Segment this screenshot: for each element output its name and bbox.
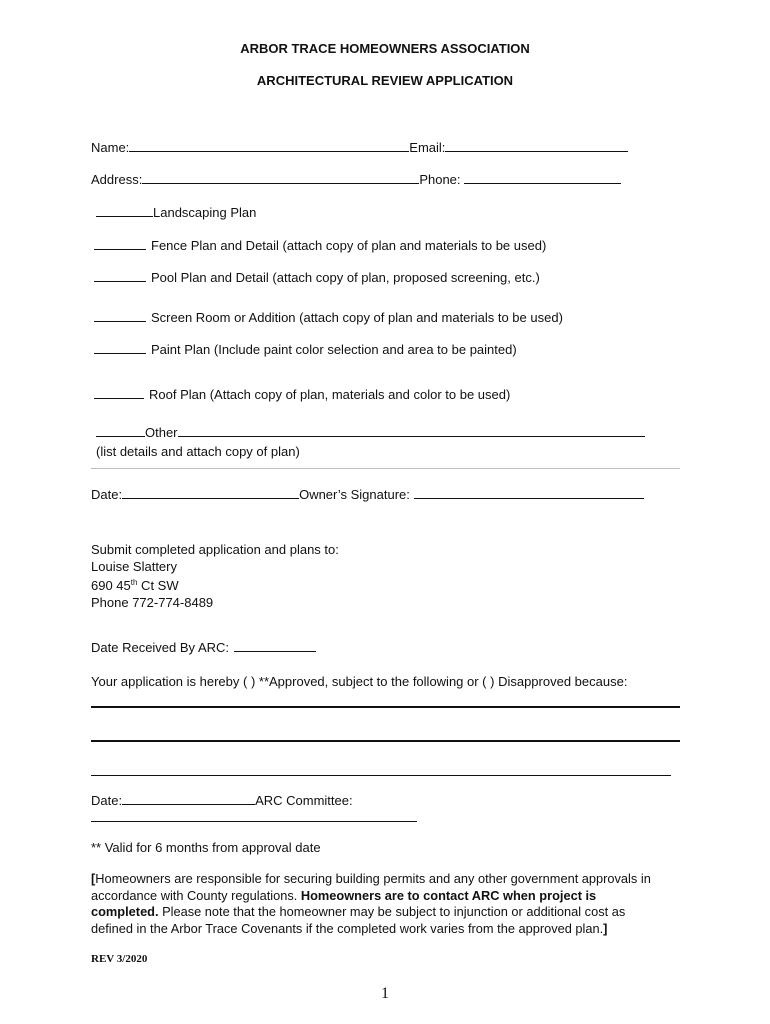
phone-field[interactable] <box>464 172 621 184</box>
date-received-row <box>91 640 316 655</box>
plan-label: Paint Plan (Include paint color selection and area to be painted) <box>151 342 517 357</box>
form-subtitle: ARCHITECTURAL REVIEW APPLICATION <box>256 73 514 88</box>
plan-label: Roof Plan (Attach copy of plan, materials and color to be used) <box>149 387 511 402</box>
owner-signature-field[interactable] <box>414 487 644 499</box>
address-phone-row <box>91 172 621 187</box>
date-received-field[interactable] <box>234 640 316 652</box>
other-checkbox-line[interactable] <box>96 425 145 437</box>
plan-label: Landscaping Plan <box>153 205 257 220</box>
plan-item <box>94 270 540 285</box>
page-number: 1 <box>381 985 389 1002</box>
arc-date-field[interactable] <box>122 793 255 805</box>
plan-item <box>96 205 256 220</box>
name-field[interactable] <box>129 140 409 152</box>
address-label: Address: <box>91 172 143 187</box>
other-details-field[interactable] <box>178 425 645 437</box>
plan-checkbox-line[interactable] <box>94 387 144 399</box>
phone-label: Phone: <box>419 172 461 187</box>
form-title: ARBOR TRACE HOMEOWNERS ASSOCIATION <box>240 41 530 56</box>
reason-line[interactable] <box>91 706 680 708</box>
plan-checkbox-line[interactable] <box>94 342 146 354</box>
plan-checkbox-line[interactable] <box>96 205 153 217</box>
signature-row <box>91 487 644 502</box>
name-email-row <box>91 140 628 155</box>
other-note: (list details and attach copy of plan) <box>96 444 300 459</box>
arc-date-label: Date: <box>91 793 123 808</box>
plan-checkbox-line[interactable] <box>94 310 146 322</box>
owner-signature-label: Owner’s Signature: <box>299 487 410 502</box>
homeowner-notice: [Homeowners are responsible for securing building permits and any other government approvals in accordance with County regulations. Homeowners are to contact ARC when project is completed. Please note that the homeowner may be subject to injunction or additional cost as defined in the Arbor Trace Covenants if the completed work varies from the approved plan.] <box>91 871 651 936</box>
date-field[interactable] <box>122 487 299 499</box>
contact-address: 690 45th Ct SW <box>91 578 179 593</box>
plan-checkbox-line[interactable] <box>94 238 146 250</box>
date-received-label: Date Received By ARC: <box>91 640 230 655</box>
other-label: Other <box>145 425 178 440</box>
submit-intro: Submit completed application and plans to: <box>91 542 339 557</box>
plan-label: Pool Plan and Detail (attach copy of plan, proposed screening, etc.) <box>151 270 540 285</box>
decision-text: Your application is hereby ( ) **Approved, subject to the following or ( ) Disapproved because: <box>91 674 628 689</box>
name-label: Name: <box>91 140 130 155</box>
plan-item <box>94 387 510 402</box>
contact-name: Louise Slattery <box>91 558 177 574</box>
other-item <box>96 425 645 440</box>
email-label: Email: <box>409 140 446 155</box>
arc-date-row <box>91 793 353 808</box>
email-field[interactable] <box>445 140 628 152</box>
plan-item <box>94 310 563 325</box>
section-divider <box>91 468 680 469</box>
reason-line[interactable] <box>91 775 671 776</box>
plan-label: Screen Room or Addition (attach copy of plan and materials to be used) <box>151 310 563 325</box>
revision-label: REV 3/2020 <box>91 953 148 965</box>
plan-item <box>94 342 517 357</box>
arc-committee-field[interactable] <box>91 821 417 822</box>
plan-checkbox-line[interactable] <box>94 270 146 282</box>
plan-item <box>94 238 546 253</box>
date-label: Date: <box>91 487 123 502</box>
contact-phone: Phone 772-774-8489 <box>91 594 214 610</box>
arc-committee-label: ARC Committee: <box>255 793 353 808</box>
address-field[interactable] <box>142 172 419 184</box>
reason-line[interactable] <box>91 740 680 742</box>
submit-block <box>91 542 339 611</box>
plan-label: Fence Plan and Detail (attach copy of plan and materials to be used) <box>151 238 547 253</box>
validity-note: ** Valid for 6 months from approval date <box>91 840 321 855</box>
